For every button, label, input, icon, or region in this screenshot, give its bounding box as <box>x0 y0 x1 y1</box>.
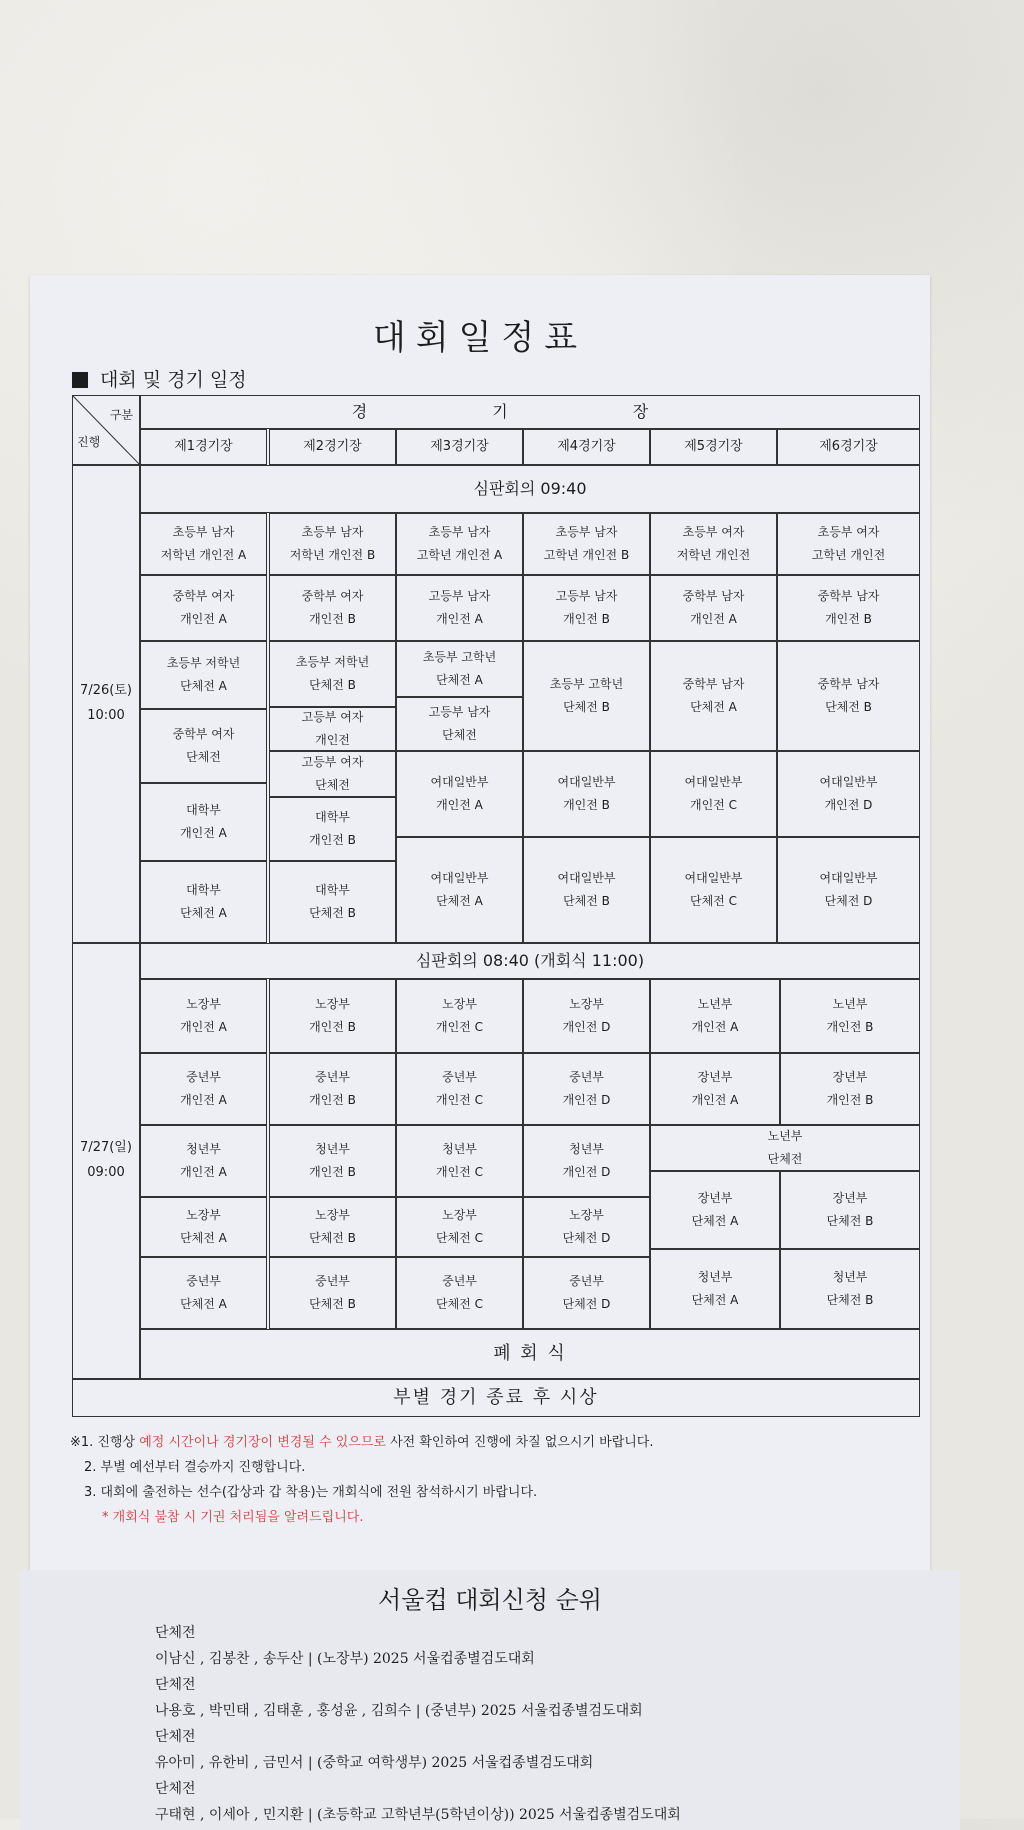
cell-text: 초등부 남자 <box>555 525 618 540</box>
cell-text: 노장부 <box>315 997 350 1012</box>
cell-text: 심판회의 08:40 (개회식 11:00) <box>415 950 645 970</box>
venue-header <box>140 429 267 465</box>
match-cell <box>650 751 777 837</box>
cell-text: 개인전 A <box>180 1165 227 1179</box>
match-cell <box>523 837 650 943</box>
square-bullet-icon <box>72 372 88 388</box>
match-cell <box>396 1053 523 1125</box>
entry-type: 단체전 <box>155 1729 196 1745</box>
cell-text: 여대일반부 <box>430 775 489 790</box>
cell-text: 개인전 A <box>691 1093 739 1107</box>
note-3: 3. 대회에 출전하는 선수(갑상과 갑 착용)는 개회식에 전원 참석하시기 바랍니다. <box>84 1485 538 1500</box>
cell-text: 노년부 <box>832 997 868 1012</box>
corner-bottom-label: 진행 <box>77 435 101 450</box>
match-cell <box>523 979 650 1053</box>
cell-text: 중학부 여자 <box>172 589 235 604</box>
note-4: * 개회식 불참 시 기권 처리됨을 알려드립니다. <box>102 1510 364 1525</box>
schedule-sheet <box>30 275 930 1575</box>
match-cell <box>269 861 396 943</box>
match-cell <box>140 979 267 1053</box>
entry-line: 구태현 , 이세아 , 민지환 | (초등학교 고학년부(5학년이상)) 2025 서울컵종별검도대회 <box>155 1807 681 1823</box>
cell-text: 고학년 개인전 <box>811 548 886 562</box>
cell-text: 중년부 <box>315 1070 350 1085</box>
cell-text: 10:00 <box>87 708 125 723</box>
venue-header <box>269 429 396 465</box>
cell-text: 개인전 B <box>309 833 356 847</box>
match-cell <box>777 641 920 751</box>
cell-text: 개인전 A <box>436 612 483 626</box>
cell-text: 중년부 <box>315 1274 350 1289</box>
cell-text: 개인전 D <box>824 798 873 812</box>
day2-label <box>72 943 140 1379</box>
cell-text: 중학부 남자 <box>817 589 880 604</box>
venue-header <box>777 429 920 465</box>
match-cell <box>777 837 920 943</box>
cell-text: 단체전 A <box>180 1231 227 1245</box>
cell-text: 단체전 A <box>436 894 483 908</box>
cell-text: 청년부 <box>186 1142 221 1157</box>
corner-top-label: 구분 <box>109 408 133 422</box>
match-cell <box>523 1257 650 1329</box>
cell-text: 개인전 D <box>562 1165 611 1179</box>
cell-text: 단체전 B <box>309 1297 356 1311</box>
cell-text: 여대일반부 <box>819 775 878 790</box>
venue-header <box>523 429 650 465</box>
cell-text: 장년부 <box>832 1191 868 1206</box>
cell-text: 단체전 D <box>824 894 873 908</box>
cell-text: 초등부 남자 <box>172 525 235 540</box>
cell-text: 노장부 <box>569 1208 604 1223</box>
cell-text: 단체전 A <box>180 906 227 920</box>
match-cell <box>140 1197 267 1257</box>
match-cell <box>396 1257 523 1329</box>
match-cell <box>140 641 267 709</box>
cell-text: 경 기 장 <box>351 401 709 421</box>
cell-text: 개인전 B <box>826 1093 874 1107</box>
cell-text: 고등부 여자 <box>301 755 364 770</box>
match-cell <box>269 575 396 641</box>
venue-header <box>396 429 523 465</box>
cell-text: 부별 경기 종료 후 시상 <box>393 1386 599 1408</box>
cell-text: 개인전 D <box>562 1093 611 1107</box>
match-cell <box>396 513 523 575</box>
match-cell <box>523 641 650 751</box>
cell-text: 제2경기장 <box>303 438 362 454</box>
match-cell <box>140 1257 267 1329</box>
cell-text: 제5경기장 <box>684 438 743 454</box>
cell-text: 청년부 <box>832 1270 868 1285</box>
match-cell <box>396 979 523 1053</box>
cell-text: 단체전 <box>186 750 221 764</box>
day2-meeting <box>140 943 920 979</box>
cell-text: 중학부 남자 <box>817 677 880 692</box>
cell-text: 단체전 <box>767 1152 803 1166</box>
match-cell <box>396 697 523 751</box>
cell-text: 단체전 D <box>562 1297 611 1311</box>
match-cell <box>650 641 777 751</box>
cell-text: 개인전 A <box>690 612 737 626</box>
cell-text: 단체전 A <box>180 1297 227 1311</box>
cell-text: 여대일반부 <box>557 775 616 790</box>
match-cell <box>269 751 396 797</box>
cell-text: 초등부 저학년 <box>166 656 241 671</box>
cell-text: 개인전 A <box>691 1020 739 1034</box>
cell-text: 제6경기장 <box>819 438 878 454</box>
cell-text: 고등부 남자 <box>555 589 618 604</box>
corner-cell <box>72 395 140 465</box>
entry-type: 단체전 <box>155 1625 196 1641</box>
cell-text: 중학부 여자 <box>301 589 364 604</box>
cell-text: 노년부 <box>767 1129 803 1144</box>
cell-text: 저학년 개인전 A <box>160 548 247 562</box>
note-1: ※1. 진행상 예정 시간이나 경기장이 변경될 수 있으므로 사전 확인하여 진행에 차질 없으시기 바랍니다. <box>70 1435 654 1450</box>
section-heading: 대회 및 경기 일정 <box>72 365 247 392</box>
cell-text: 중년부 <box>569 1070 604 1085</box>
cell-text: 폐 회 식 <box>493 1342 567 1364</box>
match-cell <box>523 513 650 575</box>
match-cell <box>780 1249 920 1329</box>
cell-text: 초등부 고학년 <box>549 677 624 692</box>
cell-text: 초등부 남자 <box>301 525 364 540</box>
match-cell <box>269 707 396 751</box>
cell-text: 개인전 A <box>180 1020 227 1034</box>
cell-text: 대학부 <box>315 883 350 898</box>
cell-text: 개인전 B <box>309 1165 356 1179</box>
cell-text: 여대일반부 <box>684 871 743 886</box>
cell-text: 고등부 남자 <box>428 705 491 720</box>
cell-text: 개인전 B <box>309 612 356 626</box>
match-cell <box>650 1249 780 1329</box>
match-cell <box>523 1197 650 1257</box>
cell-text: 개인전 <box>315 733 350 747</box>
cell-text: 개인전 B <box>826 1020 874 1034</box>
cell-text: 개인전 B <box>563 612 610 626</box>
match-cell <box>650 1125 920 1171</box>
cell-text: 단체전 D <box>562 1231 611 1245</box>
match-cell <box>650 979 780 1053</box>
cell-text: 개인전 B <box>825 612 872 626</box>
match-cell <box>269 513 396 575</box>
cell-text: 중학부 여자 <box>172 727 235 742</box>
match-cell <box>269 797 396 861</box>
cell-text: 중학부 남자 <box>682 589 745 604</box>
cell-text: 단체전 B <box>826 1214 874 1228</box>
cell-text: 장년부 <box>697 1191 733 1206</box>
match-cell <box>780 979 920 1053</box>
cell-text: 여대일반부 <box>557 871 616 886</box>
cell-text: 청년부 <box>569 1142 604 1157</box>
match-cell <box>140 1125 267 1197</box>
cell-text: 노년부 <box>697 997 733 1012</box>
match-cell <box>396 1197 523 1257</box>
notes <box>70 1430 654 1530</box>
cell-text: 여대일반부 <box>430 871 489 886</box>
match-cell <box>780 1053 920 1125</box>
match-cell <box>269 1257 396 1329</box>
cell-text: 단체전 A <box>436 673 483 687</box>
match-cell <box>140 709 267 783</box>
cell-text: 개인전 B <box>309 1020 356 1034</box>
match-cell <box>523 751 650 837</box>
cell-text: 노장부 <box>186 1208 221 1223</box>
cell-text: 단체전 C <box>436 1231 483 1245</box>
cell-text: 초등부 여자 <box>817 525 880 540</box>
cell-text: 노장부 <box>442 997 477 1012</box>
entry-type: 단체전 <box>155 1781 196 1797</box>
cell-text: 중년부 <box>442 1070 477 1085</box>
entry-line: 나용호 , 박민태 , 김태훈 , 홍성윤 , 김희수 | (중년부) 2025 서울컵종별검도대회 <box>155 1703 643 1719</box>
cell-text: 대학부 <box>186 803 221 818</box>
cell-text: 고학년 개인전 A <box>416 548 503 562</box>
cell-text: 제3경기장 <box>430 438 489 454</box>
match-cell <box>396 1125 523 1197</box>
cell-text: 노장부 <box>569 997 604 1012</box>
note-2: 2. 부별 예선부터 결승까지 진행합니다. <box>84 1460 306 1475</box>
match-cell <box>140 861 267 943</box>
page-title: 대회일정표 <box>372 318 588 358</box>
cell-text: 개인전 A <box>180 826 227 840</box>
cell-text: 대학부 <box>186 883 221 898</box>
match-cell <box>269 641 396 707</box>
cell-text: 단체전 <box>315 778 350 792</box>
closing-ceremony <box>140 1329 920 1379</box>
match-cell <box>396 575 523 641</box>
cell-text: 노장부 <box>186 997 221 1012</box>
cell-text: 중학부 남자 <box>682 677 745 692</box>
cell-text: 고학년 개인전 B <box>543 548 630 562</box>
match-cell <box>269 1197 396 1257</box>
cell-text: 단체전 B <box>309 678 356 692</box>
cell-text: 제1경기장 <box>174 438 233 454</box>
cell-text: 단체전 C <box>690 894 737 908</box>
match-cell <box>140 783 267 861</box>
venue-group-header <box>140 395 920 429</box>
cell-text: 개인전 D <box>562 1020 611 1034</box>
cell-text: 7/27(일) <box>80 1140 132 1156</box>
cell-text: 개인전 B <box>563 798 610 812</box>
match-cell <box>140 575 267 641</box>
match-cell <box>650 837 777 943</box>
cell-text: 개인전 C <box>436 1093 483 1107</box>
cell-text: 장년부 <box>832 1070 868 1085</box>
cell-text: 개인전 C <box>436 1165 483 1179</box>
awards-row <box>72 1379 920 1417</box>
match-cell <box>523 1125 650 1197</box>
cell-text: 저학년 개인전 <box>676 548 751 562</box>
cell-text: 개인전 C <box>436 1020 483 1034</box>
match-cell <box>777 513 920 575</box>
match-cell <box>523 575 650 641</box>
match-cell <box>777 751 920 837</box>
cell-text: 09:00 <box>87 1165 125 1180</box>
cell-text: 개인전 B <box>309 1093 356 1107</box>
cell-text: 중년부 <box>186 1070 221 1085</box>
cell-text: 노장부 <box>442 1208 477 1223</box>
day1-label <box>72 465 140 943</box>
day1-meeting <box>140 465 920 513</box>
cell-text: 제4경기장 <box>557 438 616 454</box>
cell-text: 단체전 A <box>690 700 737 714</box>
match-cell <box>650 1171 780 1249</box>
match-cell <box>396 837 523 943</box>
cell-text: 단체전 C <box>436 1297 483 1311</box>
match-cell <box>140 1053 267 1125</box>
cell-text: 개인전 A <box>180 612 227 626</box>
cell-text: 개인전 C <box>690 798 737 812</box>
cell-text: 장년부 <box>697 1070 733 1085</box>
entry-line: 이남신 , 김봉찬 , 송두산 | (노장부) 2025 서울컵종별검도대회 <box>155 1651 535 1667</box>
cell-text: 중년부 <box>569 1274 604 1289</box>
cell-text: 단체전 A <box>691 1214 739 1228</box>
cell-text: 단체전 B <box>825 700 872 714</box>
cell-text: 청년부 <box>697 1270 733 1285</box>
match-cell <box>396 641 523 697</box>
cell-text: 단체전 A <box>691 1293 739 1307</box>
cell-text: 저학년 개인전 B <box>289 548 376 562</box>
entry-sheet <box>20 1570 960 1830</box>
match-cell <box>140 513 267 575</box>
match-cell <box>523 1053 650 1125</box>
cell-text: 초등부 저학년 <box>295 655 370 670</box>
cell-text: 여대일반부 <box>819 871 878 886</box>
match-cell <box>650 513 777 575</box>
cell-text: 초등부 여자 <box>682 525 745 540</box>
match-cell <box>269 1125 396 1197</box>
cell-text: 단체전 B <box>563 894 610 908</box>
cell-text: 초등부 고학년 <box>422 650 497 665</box>
cell-text: 단체전 <box>442 728 477 742</box>
cell-text: 청년부 <box>442 1142 477 1157</box>
cell-text: 중년부 <box>186 1274 221 1289</box>
cell-text: 고등부 여자 <box>301 710 364 725</box>
cell-text: 7/26(토) <box>80 683 132 699</box>
match-cell <box>650 1053 780 1125</box>
cell-text: 대학부 <box>315 810 350 825</box>
cell-text: 노장부 <box>315 1208 350 1223</box>
cell-text: 청년부 <box>315 1142 350 1157</box>
cell-text: 단체전 B <box>309 906 356 920</box>
cell-text: 개인전 A <box>436 798 483 812</box>
cell-text: 단체전 A <box>180 679 227 693</box>
cell-text: 중년부 <box>442 1274 477 1289</box>
match-cell <box>396 751 523 837</box>
entry-type: 단체전 <box>155 1677 196 1693</box>
entry-sheet-title: 서울컵 대회신청 순위 <box>378 1586 602 1614</box>
match-cell <box>777 575 920 641</box>
venue-header <box>650 429 777 465</box>
cell-text: 단체전 B <box>826 1293 874 1307</box>
cell-text: 심판회의 09:40 <box>473 478 587 498</box>
match-cell <box>269 979 396 1053</box>
cell-text: 단체전 B <box>309 1231 356 1245</box>
match-cell <box>650 575 777 641</box>
match-cell <box>269 1053 396 1125</box>
cell-text: 여대일반부 <box>684 775 743 790</box>
cell-text: 고등부 남자 <box>428 589 491 604</box>
cell-text: 초등부 남자 <box>428 525 491 540</box>
match-cell <box>780 1171 920 1249</box>
cell-text: 개인전 A <box>180 1093 227 1107</box>
cell-text: 단체전 B <box>563 700 610 714</box>
entry-line: 유아미 , 유한비 , 금민서 | (중학교 여학생부) 2025 서울컵종별검도대회 <box>155 1755 594 1771</box>
